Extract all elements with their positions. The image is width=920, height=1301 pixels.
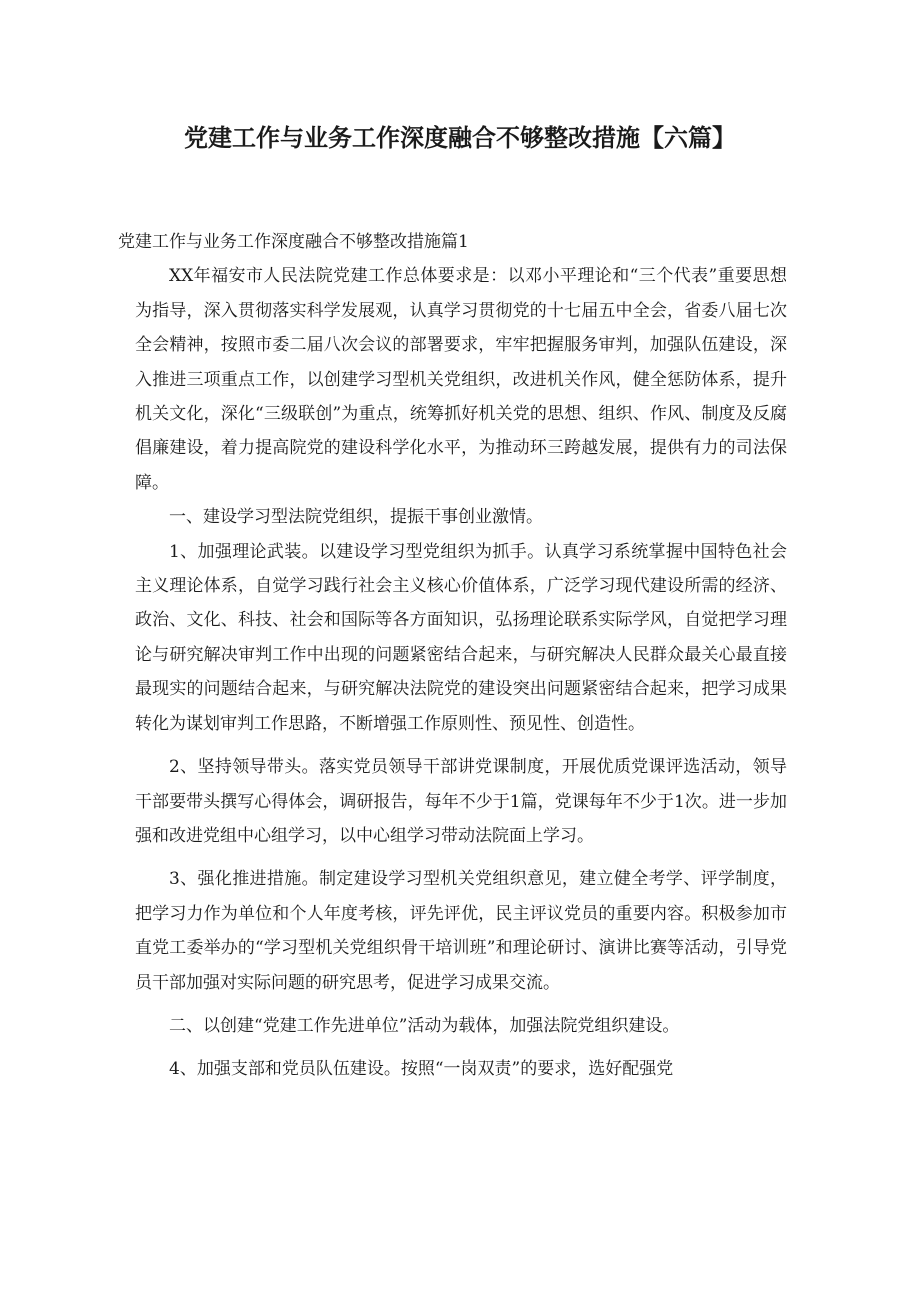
section-heading: 党建工作与业务工作深度融合不够整改措施篇1 bbox=[118, 232, 469, 252]
paragraph-item-4: 4、加强支部和党员队伍建设。按照“一岗双责”的要求，选好配强党 bbox=[169, 1059, 674, 1080]
paragraph-heading-two: 二、以创建“党建工作先进单位”活动为载体，加强法院党组织建设。 bbox=[169, 1015, 680, 1036]
document-title: 党建工作与业务工作深度融合不够整改措施【六篇】 bbox=[184, 124, 736, 152]
paragraph-intro: XX年福安市人民法院党建工作总体要求是：以邓小平理论和“三个代表”重要思想为指导，深入贯彻落实科学发展观，认真学习贯彻党的十七届五中全会，省委八届七次全会精神，按照市委二届八次会议的部署要求，牢牢把握服务审判，加强队伍建设，深入推进三项重点工作，以创建学习型机关党组织，改进机关作风，健全惩防体系，提升机关文化，深化“三级联创”为重点，统筹抓好机关党的思想、组织、作风、制度及反腐倡廉建设，着力提高院党的建设科学化水平，为推动环三跨越发展，提供有力的司法保障。 bbox=[135, 266, 787, 493]
paragraph-heading-one: 一、建设学习型法院党组织，提振干事创业激情。 bbox=[169, 507, 543, 528]
paragraph-item-3: 3、强化推进措施。制定建设学习型机关党组织意见，建立健全考学、评学制度，把学习力作为单位和个人年度考核，评先评优，民主评议党员的重要内容。积极参加市直党工委举办的“学习型机关党组织骨干培训班”和理论研讨、演讲比赛等活动，引导党员干部加强对实际问题的研究思考，促进学习成果交流。 bbox=[135, 869, 787, 993]
document-body bbox=[118, 225, 787, 1087]
paragraph-item-2: 2、坚持领导带头。落实党员领导干部讲党课制度，开展优质党课评选活动，领导干部要带头撰写心得体会，调研报告，每年不少于1篇，党课每年不少于1次。进一步加强和改进党组中心组学习，以中心组学习带动法院面上学习。 bbox=[135, 757, 787, 846]
paragraph-item-1: 1、加强理论武装。以建设学习型党组织为抓手。认真学习系统掌握中国特色社会主义理论体系，自觉学习践行社会主义核心价值体系，广泛学习现代建设所需的经济、政治、文化、科技、社会和国际等各方面知识，弘扬理论联系实际学风，自觉把学习理论与研究解决审判工作中出现的问题紧密结合起来，与研究解决人民群众最关心最直接最现实的问题结合起来，与研究解决法院党的建设突出问题紧密结合起来，把学习成果转化为谋划审判工作思路，不断增强工作原则性、预见性、创造性。 bbox=[135, 541, 787, 734]
